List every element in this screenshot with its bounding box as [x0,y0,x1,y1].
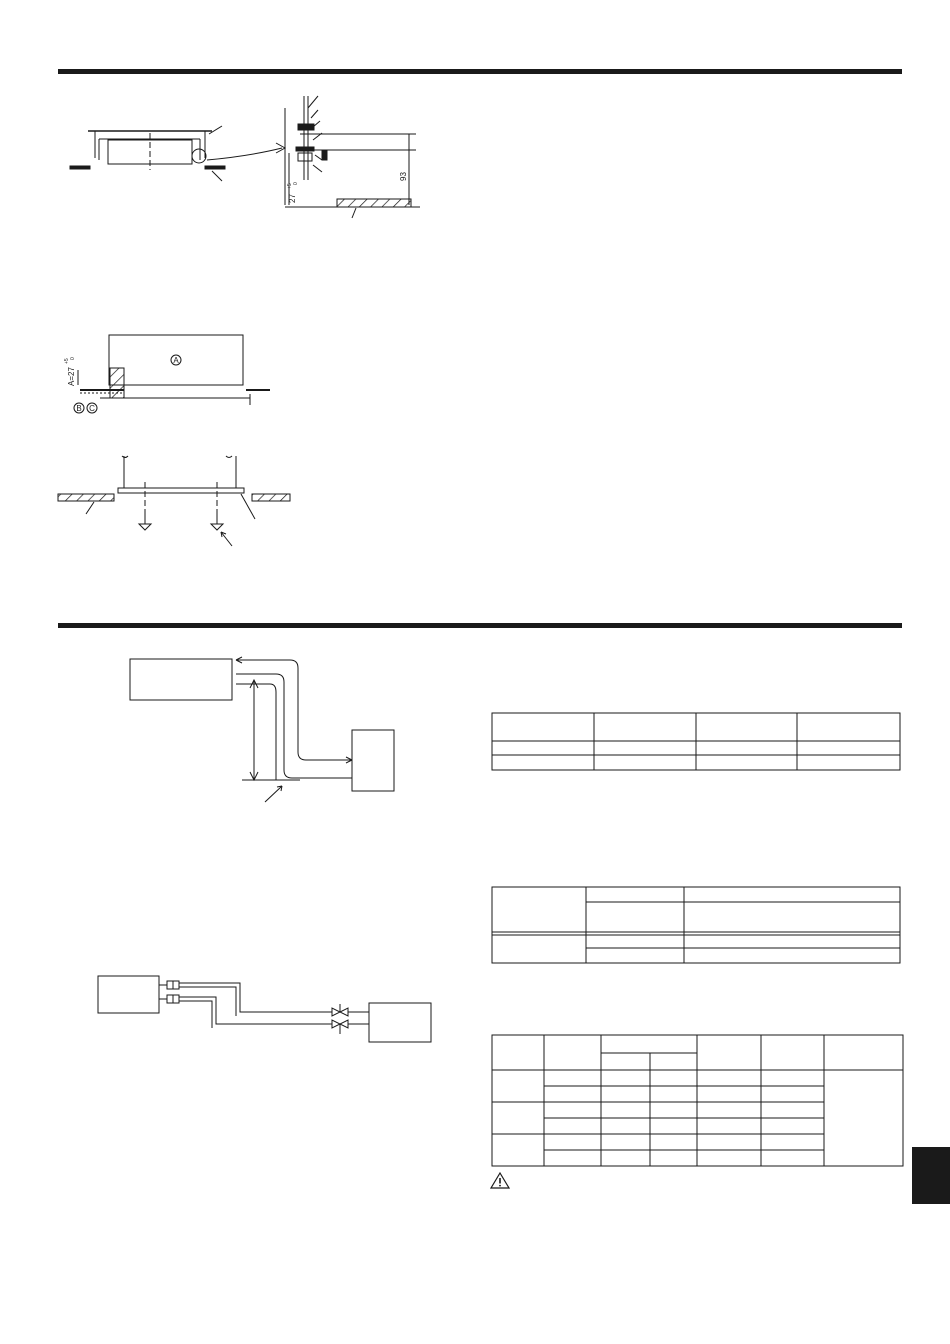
figure-unit-suspension [55,85,445,235]
table-1 [490,712,902,772]
section-rule-middle [58,623,902,628]
dim-27-tol-minus: 0 [293,182,299,185]
figure-height-difference [125,652,400,807]
figure-valve-connection [95,972,435,1047]
language-tab-marker [912,1147,950,1204]
dim-a-tol-plus: +5 [64,358,70,364]
outdoor-unit-box [352,730,394,791]
marker-b: B [76,404,82,413]
figure-ceiling-clearance [60,330,290,420]
figure-panel-screws [55,450,300,555]
table-2 [490,885,902,965]
flare-nut-icon [167,981,173,989]
dim-a: A=27 [67,367,76,386]
indoor-unit-box [130,659,232,700]
dim-27: 27 [288,194,297,203]
marker-a: A [173,356,179,365]
dim-27-tol-plus: +5 [287,183,293,189]
valve-icon [332,1004,348,1016]
section-rule-top [58,69,902,74]
table-3 [490,1032,906,1168]
dim-a-tol-minus: 0 [70,357,76,360]
marker-c: C [89,404,95,413]
dim-93: 93 [399,172,408,181]
warning-triangle-icon [490,1172,510,1190]
